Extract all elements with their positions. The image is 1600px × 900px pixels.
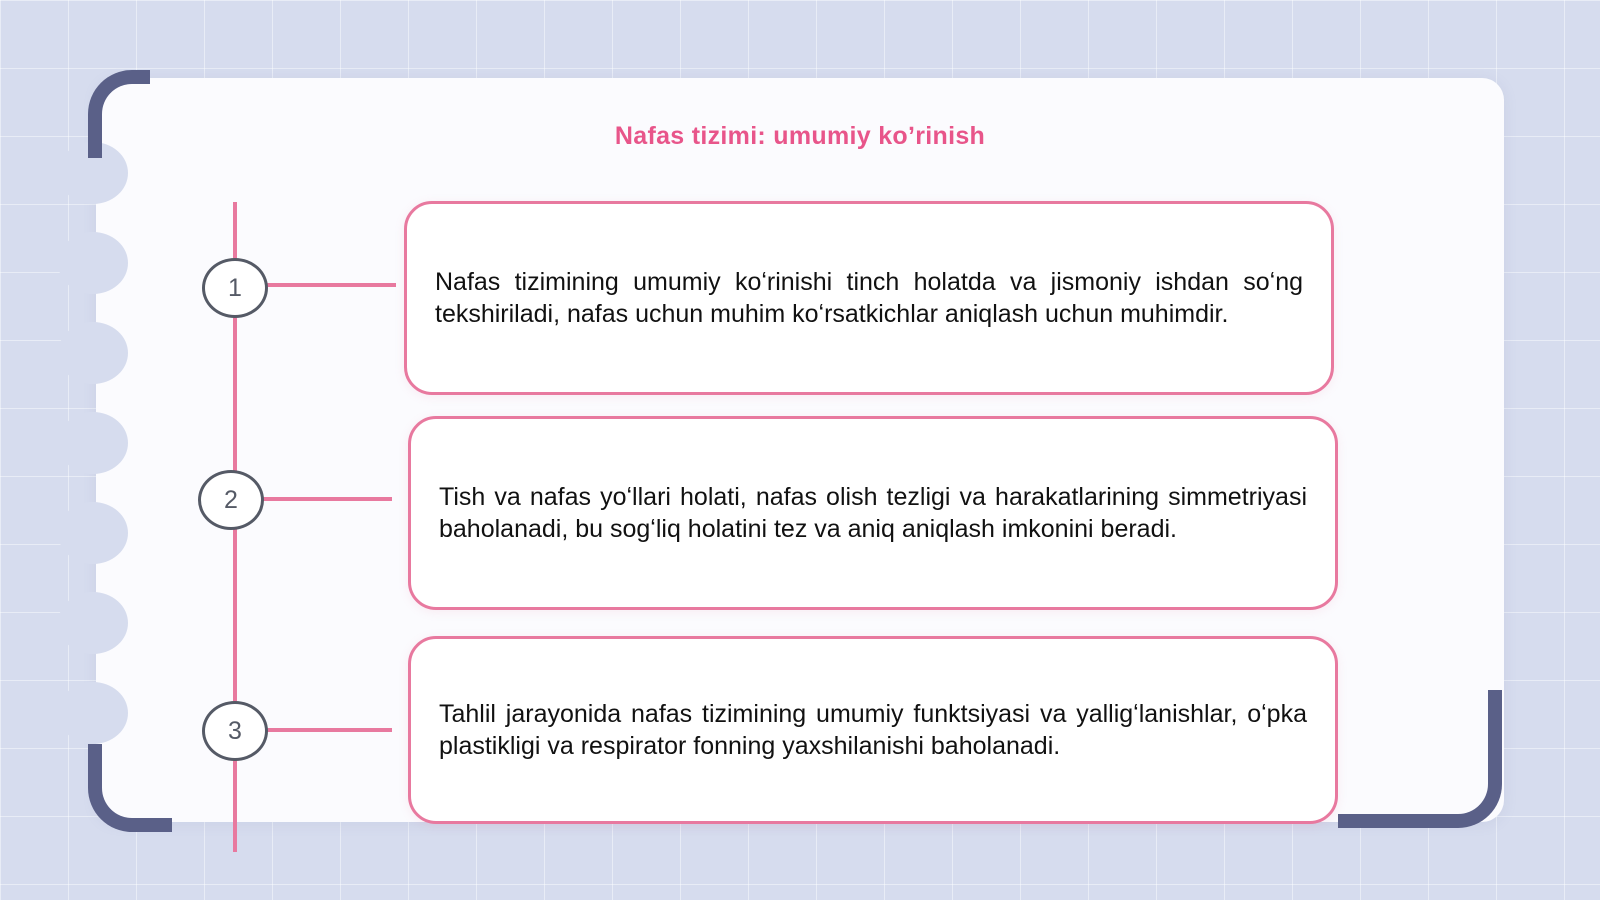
- notebook-scallop: [58, 232, 128, 294]
- step-card-1: [404, 201, 1334, 395]
- timeline-connector-1: [266, 283, 396, 287]
- notebook-scallop: [58, 412, 128, 474]
- step-text-3: Tahlil jarayonida nafas tizimining umumiy funktsiyasi va yalligʻlanishlar, oʻpka plastikligi va respirator fonning yaxshilanishi baholanadi.: [439, 700, 1307, 760]
- timeline-connector-3: [266, 728, 392, 732]
- frame-corner-bottom-right: [1338, 690, 1502, 828]
- step-number-1: 1: [202, 258, 268, 318]
- step-number-3: 3: [202, 701, 268, 761]
- step-number-2: 2: [198, 470, 264, 530]
- slide-title: Nafas tizimi: umumiy koʼrinish: [614, 122, 986, 150]
- notebook-scallop: [58, 502, 128, 564]
- notebook-scallop: [58, 322, 128, 384]
- step-text-2: Tish va nafas yoʻllari holati, nafas olish tezligi va harakatlarining simmetriyasi baholanadi, bu sogʻliq holatini tez va aniq aniqlash imkonini beradi.: [439, 483, 1307, 543]
- step-text-1: Nafas tizimining umumiy koʻrinishi tinch holatda va jismoniy ishdan soʻng tekshiriladi, nafas uchun muhim koʻrsatkichlar aniqlash uchun muhimdir.: [435, 268, 1303, 328]
- step-card-2: [408, 416, 1338, 610]
- step-card-3: [408, 636, 1338, 824]
- notebook-scallop: [58, 682, 128, 744]
- frame-corner-bottom-left: [88, 744, 172, 832]
- notebook-scallop: [58, 592, 128, 654]
- timeline-connector-2: [262, 497, 392, 501]
